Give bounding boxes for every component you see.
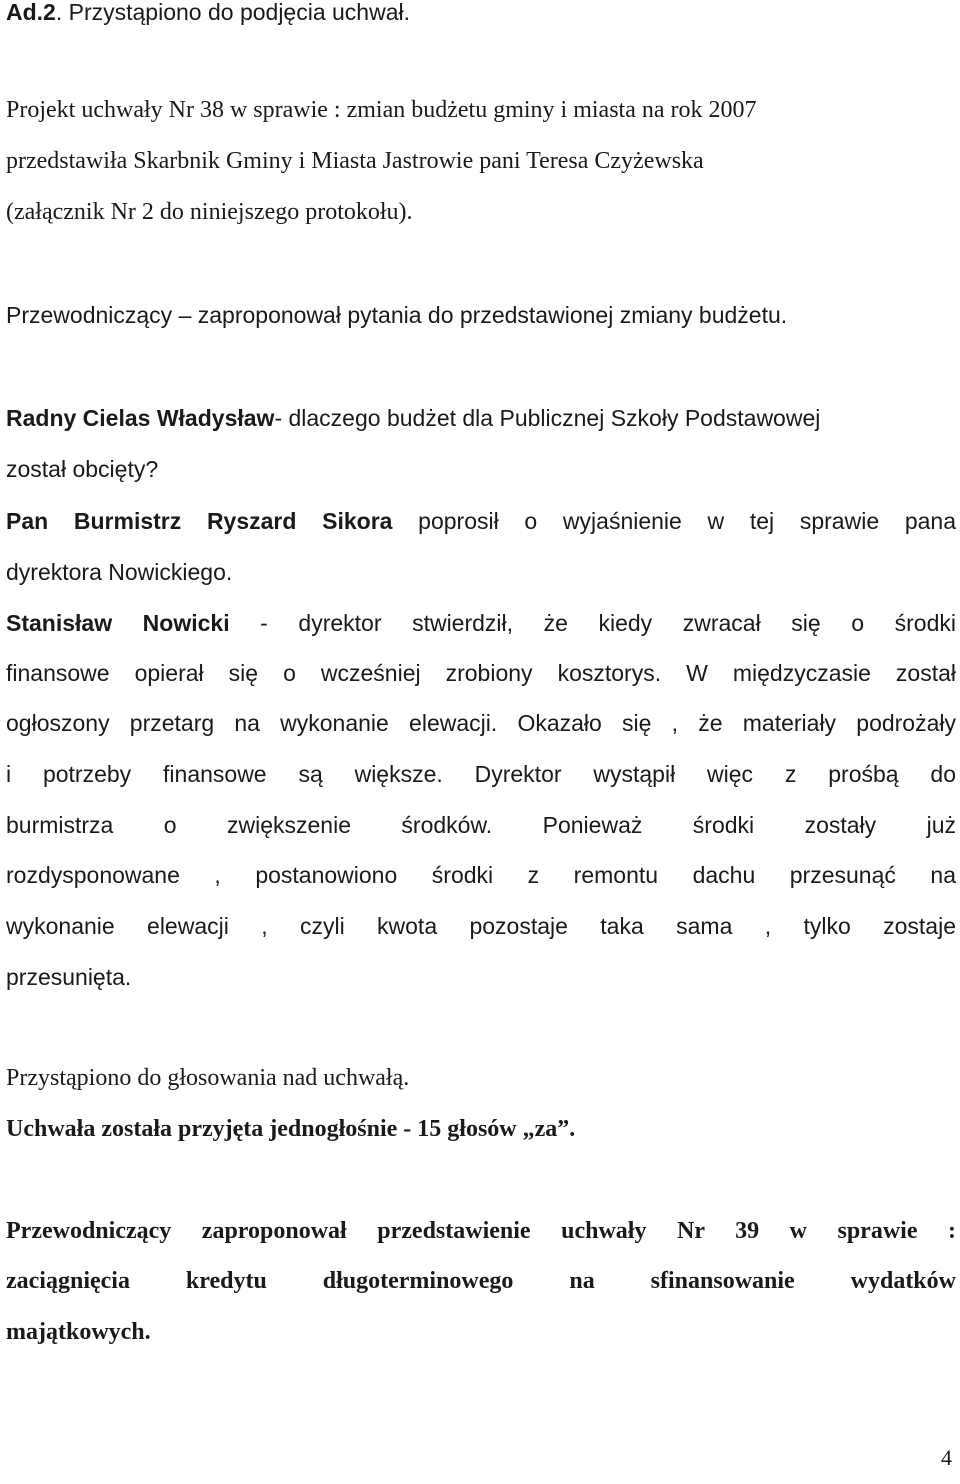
paragraph-line: finansowe opierał się o wcześniej zrobiony kosztorys. W międzyczasie został — [6, 660, 956, 686]
section-title: . Przystąpiono do podjęcia uchwał. — [55, 0, 410, 25]
page-number: 4 — [941, 1445, 952, 1470]
paragraph-line: Przewodniczący zaproponował przedstawienie uchwały Nr 39 w sprawie : — [6, 1218, 956, 1244]
paragraph-line: Projekt uchwały Nr 38 w sprawie : zmian budżetu gminy i miasta na rok 2007 — [6, 97, 757, 123]
paragraph-line: ogłoszony przetarg na wykonanie elewacji. Okazało się , że materiały podrożały — [6, 710, 956, 736]
paragraph-line: przesunięta. — [6, 964, 132, 990]
paragraph-line: rozdysponowane , postanowiono środki z remontu dachu przesunąć na — [6, 862, 956, 888]
paragraph-line: i potrzeby finansowe są większe. Dyrektor wystąpił więc z prośbą do — [6, 761, 956, 787]
paragraph-line: wykonanie elewacji , czyli kwota pozostaje taka sama , tylko zostaje — [6, 913, 956, 939]
section-heading — [6, 0, 956, 28]
paragraph-line: Przystąpiono do głosowania nad uchwałą. — [6, 1065, 410, 1091]
speaker-name: Radny Cielas Władysław — [6, 405, 275, 431]
paragraph-line: Przewodniczący – zaproponował pytania do przedstawionej zmiany budżetu. — [6, 302, 788, 328]
section-number: Ad.2 — [6, 0, 56, 25]
paragraph-line: zaciągnięcia kredytu długoterminowego na sfinansowanie wydatków — [6, 1268, 956, 1294]
resolution-result: Uchwała została przyjęta jednogłośnie - 15 głosów „za”. — [6, 1116, 576, 1142]
speaker-text: - dyrektor stwierdził, że kiedy zwracał się o środki — [229, 610, 956, 636]
paragraph-line: dyrektora Nowickiego. — [6, 559, 233, 585]
speaker-text: - dlaczego budżet dla Publicznej Szkoły Podstawowej — [274, 405, 821, 431]
paragraph-line: przedstawiła Skarbnik Gminy i Miasta Jastrowie pani Teresa Czyżewska — [6, 148, 704, 174]
speaker-name: Pan Burmistrz Ryszard Sikora — [6, 508, 393, 534]
speaker-text: poprosił o wyjaśnienie w tej sprawie pana — [392, 508, 956, 534]
paragraph-line — [6, 505, 956, 537]
paragraph-line: został obcięty? — [6, 456, 159, 482]
paragraph-line — [6, 607, 956, 639]
paragraph-line: majątkowych. — [6, 1319, 151, 1345]
paragraph-line — [6, 402, 956, 434]
paragraph-line: (załącznik Nr 2 do niniejszego protokołu). — [6, 199, 413, 225]
speaker-name: Stanisław Nowicki — [6, 610, 230, 636]
paragraph-line: burmistrza o zwiększenie środków. Ponieważ środki zostały już — [6, 812, 956, 838]
